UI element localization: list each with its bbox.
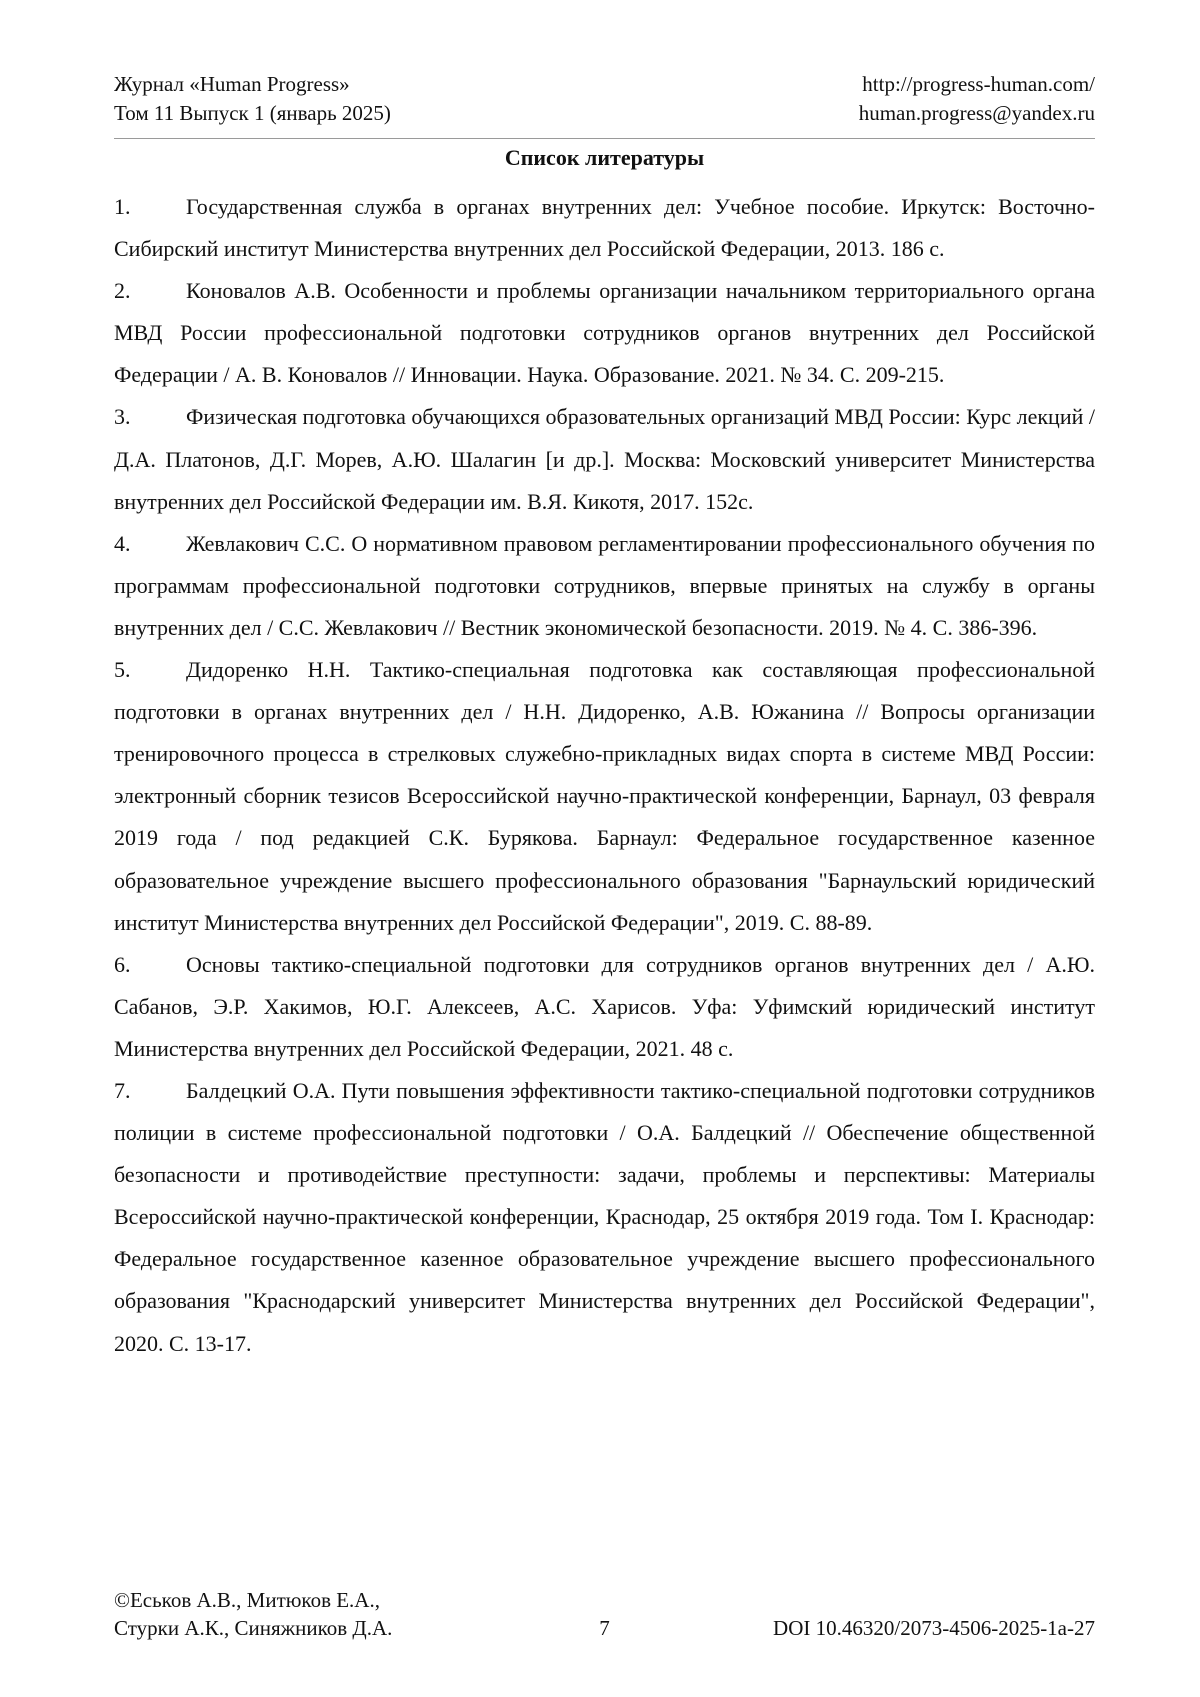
doi-identifier: DOI 10.46320/2073-4506-2025-1а-27 <box>773 1616 1095 1640</box>
reference-item <box>114 944 1095 1070</box>
header-divider <box>114 138 1095 139</box>
issue-info: Том 11 Выпуск 1 (январь 2025) <box>114 101 391 125</box>
reference-text: Физическая подготовка обучающихся образовательных организаций МВД России: Курс лекций / Д.А. Платонов, Д.Г. Морев, А.Ю. Шалагин [и др.]. Москва: Московский университет Министерства внутренних дел Российской Федерации им. В.Я. Кикотя, 2017. 152с. <box>114 404 1095 514</box>
authors-line-2: Стурки А.К., Синяжников Д.А. <box>114 1616 393 1640</box>
reference-text: Дидоренко Н.Н. Тактико-специальная подготовка как составляющая профессиональной подготовки в органах внутренних дел / Н.Н. Дидоренко, А.В. Южанина // Вопросы организации тренировочного процесса в стрелковых служебно-прикладных видах спорта в системе МВД России: электронный сборник тезисов Всероссийской научно-практической конференции, Барнаул, 03 февраля 2019 года / под редакцией С.К. Бурякова. Барнаул: Федеральное государственное казенное образовательное учреждение высшего профессионального образования "Барнаульский юридический институт Министерства внутренних дел Российской Федерации", 2019. С. 88-89. <box>114 657 1095 935</box>
reference-number: 4. <box>114 530 131 556</box>
reference-number: 1. <box>114 194 131 219</box>
reference-text: Государственная служба в органах внутренних дел: Учебное пособие. Иркутск: Восточно-Сибирский институт Министерства внутренних дел Российской Федерации, 2013. 186 с. <box>114 194 1095 262</box>
reference-number: 5. <box>114 657 131 683</box>
page-number: 7 <box>599 1616 610 1640</box>
section-title: Список литературы <box>504 145 705 170</box>
journal-email: human.progress@yandex.ru <box>858 101 1095 125</box>
reference-text: Балдецкий О.А. Пути повышения эффективности тактико-специальной подготовки сотрудников полиции в системе профессиональной подготовки / О.А. Балдецкий // Обеспечение общественной безопасности и противодействие преступности: задачи, проблемы и перспективы: Материалы Всероссийской научно-практической конференции, Краснодар, 25 октября 2019 года. Том I. Краснодар: Федеральное государственное казенное образовательное учреждение высшего профессионального образования "Краснодарский университет Министерства внутренних дел Российской Федерации", 2020. С. 13-17. <box>114 1077 1095 1356</box>
reference-text: Жевлакович С.С. О нормативном правовом регламентировании профессионального обучения по программам профессиональной подготовки сотрудников, впервые принятых на службу в органы внутренних дел / С.С. Жевлакович // Вестник экономической безопасности. 2019. № 4. С. 386-396. <box>114 530 1095 640</box>
reference-list <box>114 186 1095 1365</box>
reference-number: 6. <box>114 951 131 977</box>
reference-item <box>114 1070 1095 1365</box>
reference-item <box>114 270 1095 396</box>
header-contact-info <box>859 70 1095 128</box>
reference-item <box>114 649 1095 944</box>
reference-text: Основы тактико-специальной подготовки для сотрудников органов внутренних дел / А.Ю. Сабанов, Э.Р. Хакимов, Ю.Г. Алексеев, А.С. Харисов. Уфа: Уфимский юридический институт Министерства внутренних дел Российской Федерации, 2021. 48 с. <box>114 951 1095 1061</box>
reference-number: 2. <box>114 278 131 304</box>
reference-number: 3. <box>114 404 131 430</box>
header-journal-info <box>114 70 391 128</box>
journal-name: Журнал «Human Progress» <box>114 72 350 96</box>
journal-url: http://progress-human.com/ <box>862 72 1095 96</box>
reference-item <box>114 523 1095 649</box>
reference-number: 7. <box>114 1077 131 1103</box>
reference-item <box>114 186 1095 270</box>
reference-text: Коновалов А.В. Особенности и проблемы организации начальником территориального органа МВД России профессиональной подготовки сотрудников органов внутренних дел Российской Федерации / А. В. Коновалов // Инновации. Наука. Образование. 2021. № 34. С. 209-215. <box>114 278 1095 388</box>
authors-line-1: ©Еськов А.В., Митюков Е.А., <box>114 1588 380 1612</box>
reference-item <box>114 396 1095 522</box>
